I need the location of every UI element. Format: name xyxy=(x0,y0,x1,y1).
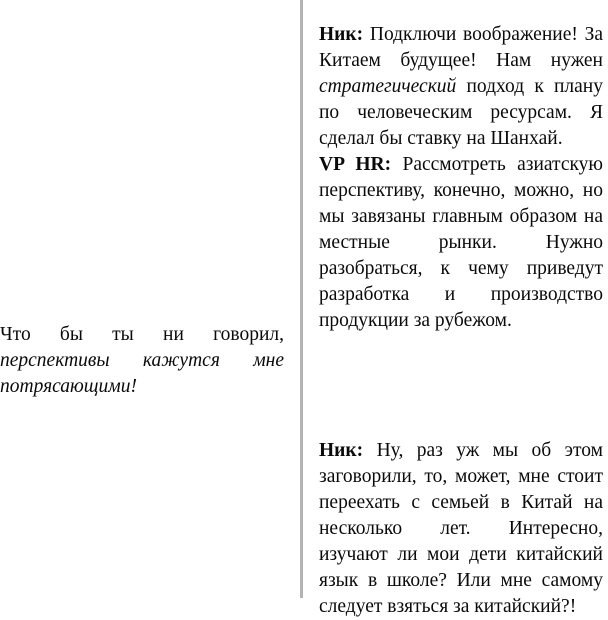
speaker-label: Ник: xyxy=(319,23,364,45)
margin-note-plain-text: Что бы ты ни говорил, xyxy=(0,324,284,345)
dialogue-paragraph xyxy=(319,152,603,334)
margin-note-italic-text: перспективы кажутся мне потрясающими! xyxy=(0,350,284,397)
paragraph-text-after-emphasis: подход к плану по человеческим ресурсам. Я сделал бы ставку на Шанхай. xyxy=(319,75,603,149)
speaker-label: Ник: xyxy=(319,439,364,461)
paragraph-text-before-emphasis: Подключи воображение! За Китаем будущее! Нам нужен xyxy=(319,23,603,71)
paragraph-text-before-emphasis: Рассмотреть азиатскую перспективу, конечно, можно, но мы завязаны главным образом на местные рынки. Нужно разобраться, к чему приведут разработка и производство продукции за рубежом. xyxy=(319,153,603,331)
speaker-label: VP HR: xyxy=(319,153,392,175)
margin-column xyxy=(0,0,284,598)
column-divider xyxy=(300,0,303,598)
body-column xyxy=(319,0,603,617)
dialogue-paragraph xyxy=(319,438,603,620)
paragraph-emphasis: стратегический xyxy=(319,75,457,97)
dialogue-paragraph xyxy=(319,22,603,152)
margin-note xyxy=(0,322,284,400)
paragraph-text-before-emphasis: Ну, раз уж мы об этом заговорили, то, может, мне стоит переехать с семьей в Китай на несколько лет. Интересно, изучают ли мои дети китайский язык в школе? Или мне самому следует взяться за китайский?! xyxy=(319,439,603,617)
